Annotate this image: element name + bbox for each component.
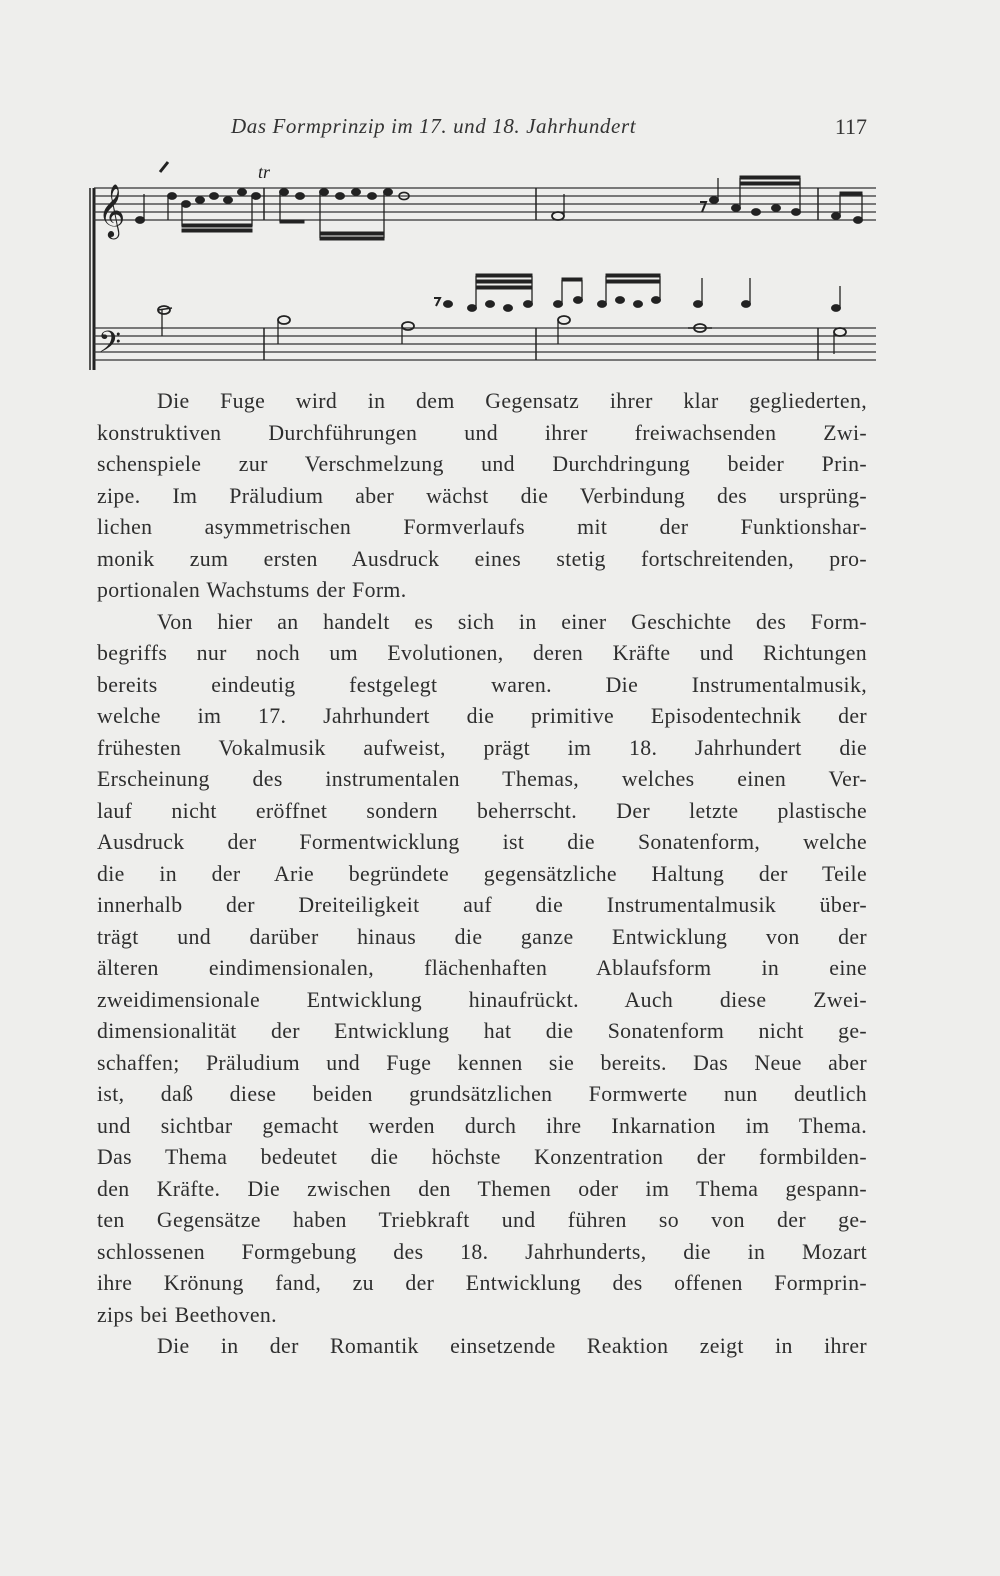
text-line: dimensionalität der Entwicklung hat die Sonatenform nicht ge- [97, 1019, 867, 1043]
text-line: zips bei Beethoven. [97, 1302, 277, 1327]
running-head [100, 114, 867, 146]
text-line: und sichtbar gemacht werden durch ihre Inkarnation im Thema. [97, 1113, 867, 1138]
music-notation [88, 158, 880, 378]
treble-clef: 𝄞 [98, 183, 126, 237]
treble-notes-measure-1 [136, 189, 261, 232]
text-line: konstruktiven Durchführungen und ihrer freiwachsenden Zwi- [97, 420, 867, 445]
text-line: zweidimensionale Entwicklung hinaufrückt. Auch diese Zwei- [97, 987, 867, 1012]
accent-mark [160, 162, 168, 172]
text-line: den Kräfte. Die zwischen den Themen oder im Thema gespann- [97, 1176, 867, 1201]
treble-notes-measure-3 [552, 176, 801, 220]
music-example [88, 158, 880, 378]
text-line: ten Gegensätze haben Triebkraft und führen so von der ge- [97, 1208, 867, 1232]
bass-staff [94, 328, 876, 360]
paragraph-1 [97, 386, 867, 607]
text-line: frühesten Vokalmusik aufweist, prägt im 18. Jahrhundert die [97, 735, 867, 760]
paragraph-2 [97, 607, 867, 1332]
text-line: bereits eindeutig festgelegt waren. Die Instrumentalmusik, [97, 672, 867, 697]
text-line: monik zum ersten Ausdruck eines stetig fortschreitenden, pro- [97, 546, 867, 571]
text-line: portionalen Wachstums der Form. [97, 578, 407, 602]
text-line: Ausdruck der Formentwicklung ist die Sonatenform, welche [97, 830, 867, 854]
text-line: ist, daß diese beiden grundsätzlichen Formwerte nun deutlich [97, 1082, 867, 1106]
text-line: Die in der Romantik einsetzende Reaktion zeigt in ihrer [157, 1334, 867, 1358]
bass-clef: 𝄢 [98, 326, 122, 367]
text-line: Von hier an handelt es sich in einer Geschichte des Form- [157, 609, 867, 634]
text-line: welche im 17. Jahrhundert die primitive Episodentechnik der [97, 704, 867, 728]
text-line: schlossenen Formgebung des 18. Jahrhunderts, die in Mozart [97, 1239, 867, 1264]
text-line: älteren eindimensionalen, flächenhaften Ablaufsform in eine [97, 956, 867, 980]
text-line: zipe. Im Präludium aber wächst die Verbindung des ursprüng- [97, 483, 867, 508]
text-line: schaffen; Präludium und Fuge kennen sie bereits. Das Neue aber [97, 1050, 867, 1075]
text-line: begriffs nur noch um Evolutionen, deren Kräfte und Richtungen [97, 641, 867, 665]
text-line: lichen asymmetrischen Formverlaufs mit der Funktionshar- [97, 515, 867, 539]
text-line: schenspiele zur Verschmelzung und Durchdringung beider Prin- [97, 452, 867, 476]
bass-notes [158, 274, 846, 354]
trill-ornament: tr [258, 162, 271, 182]
text-line: die in der Arie begründete gegensätzliche Haltung der Teile [97, 861, 867, 886]
text-line: Das Thema bedeutet die höchste Konzentration der formbilden- [97, 1145, 867, 1169]
running-title: Das Formprinzip im 17. und 18. Jahrhundert [231, 114, 637, 138]
text-line: innerhalb der Dreiteiligkeit auf die Instrumentalmusik über- [97, 893, 867, 917]
text-line: Die Fuge wird in dem Gegensatz ihrer klar gegliederten, [157, 389, 867, 413]
text-line: lauf nicht eröffnet sondern beherrscht. Der letzte plastische [97, 798, 867, 823]
page-number: 117 [834, 114, 867, 139]
text-line: trägt und darüber hinaus die ganze Entwicklung von der [97, 924, 867, 949]
text-line: ihre Krönung fand, zu der Entwicklung des offenen Formprin- [97, 1271, 867, 1295]
text-line: Erscheinung des instrumentalen Themas, welches einen Ver- [97, 767, 867, 791]
treble-notes-measure-4 [832, 192, 863, 223]
body-text [97, 386, 867, 1363]
paragraph-3 [97, 1331, 867, 1363]
